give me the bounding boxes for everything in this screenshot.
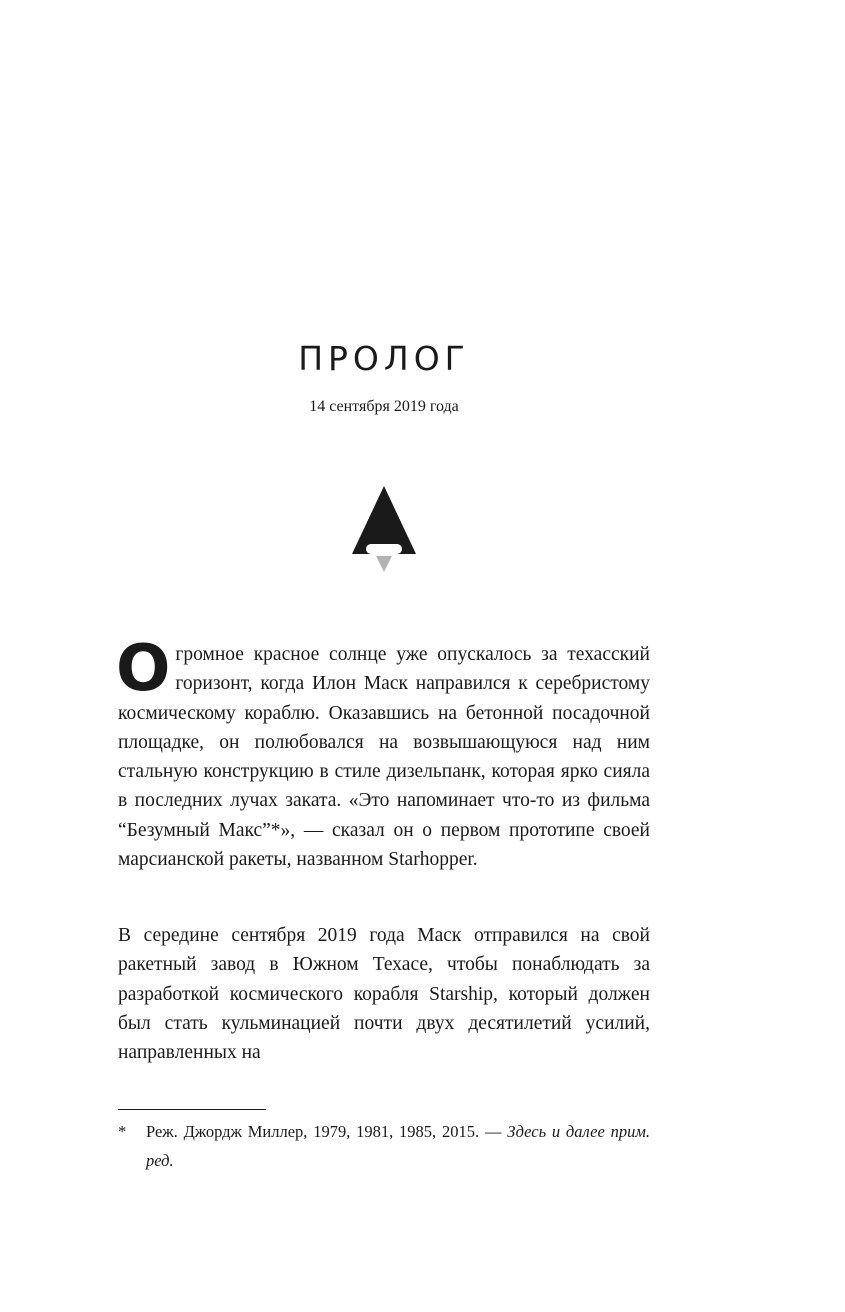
rocket-flame-shape [376,556,392,572]
footnote-text [118,1117,650,1175]
chapter-title: ПРОЛОГ [298,339,470,378]
paragraph-2: В середине сентября 2019 года Маск отправился на свой ракетный завод в Южном Техасе, чтобы понаблюдать за разработкой космического корабля Starship, который должен был стать кульминацией почти двух десятилетий усилий, направленных на [118,925,650,1064]
footnote-text-plain: Реж. Джордж Миллер, 1979, 1981, 1985, 2015. — [146,1122,508,1141]
rocket-emblem-icon [350,486,418,574]
footnote-text-italic: Здесь и далее прим. ред. [146,1122,650,1170]
chapter-date: 14 сентября 2019 года [309,398,459,415]
paragraph-1-text: громное красное солнце уже опускалось за техасский горизонт, когда Илон Маск направился к серебристому космическому кораблю. Оказавшись на бетонной посадочной площадке, он полюбовался на возвышающуюся над ним стальную конструкцию в стиле дизельпанк, которая ярко сияла в последних лучах заката. «Это напоминает что-то из фильма “Безумный Макс”*», — сказал он о первом прототипе своей марсианской ракеты, названном Starhopper. [118,644,650,871]
rocket-body-shape [352,486,416,554]
footnote-mark: * [118,1122,127,1141]
footnote [118,1117,650,1175]
drop-cap: О [116,632,171,706]
paragraph-1 [116,632,650,874]
footnote-divider [118,1109,266,1110]
rocket-window-cutout [366,544,402,554]
